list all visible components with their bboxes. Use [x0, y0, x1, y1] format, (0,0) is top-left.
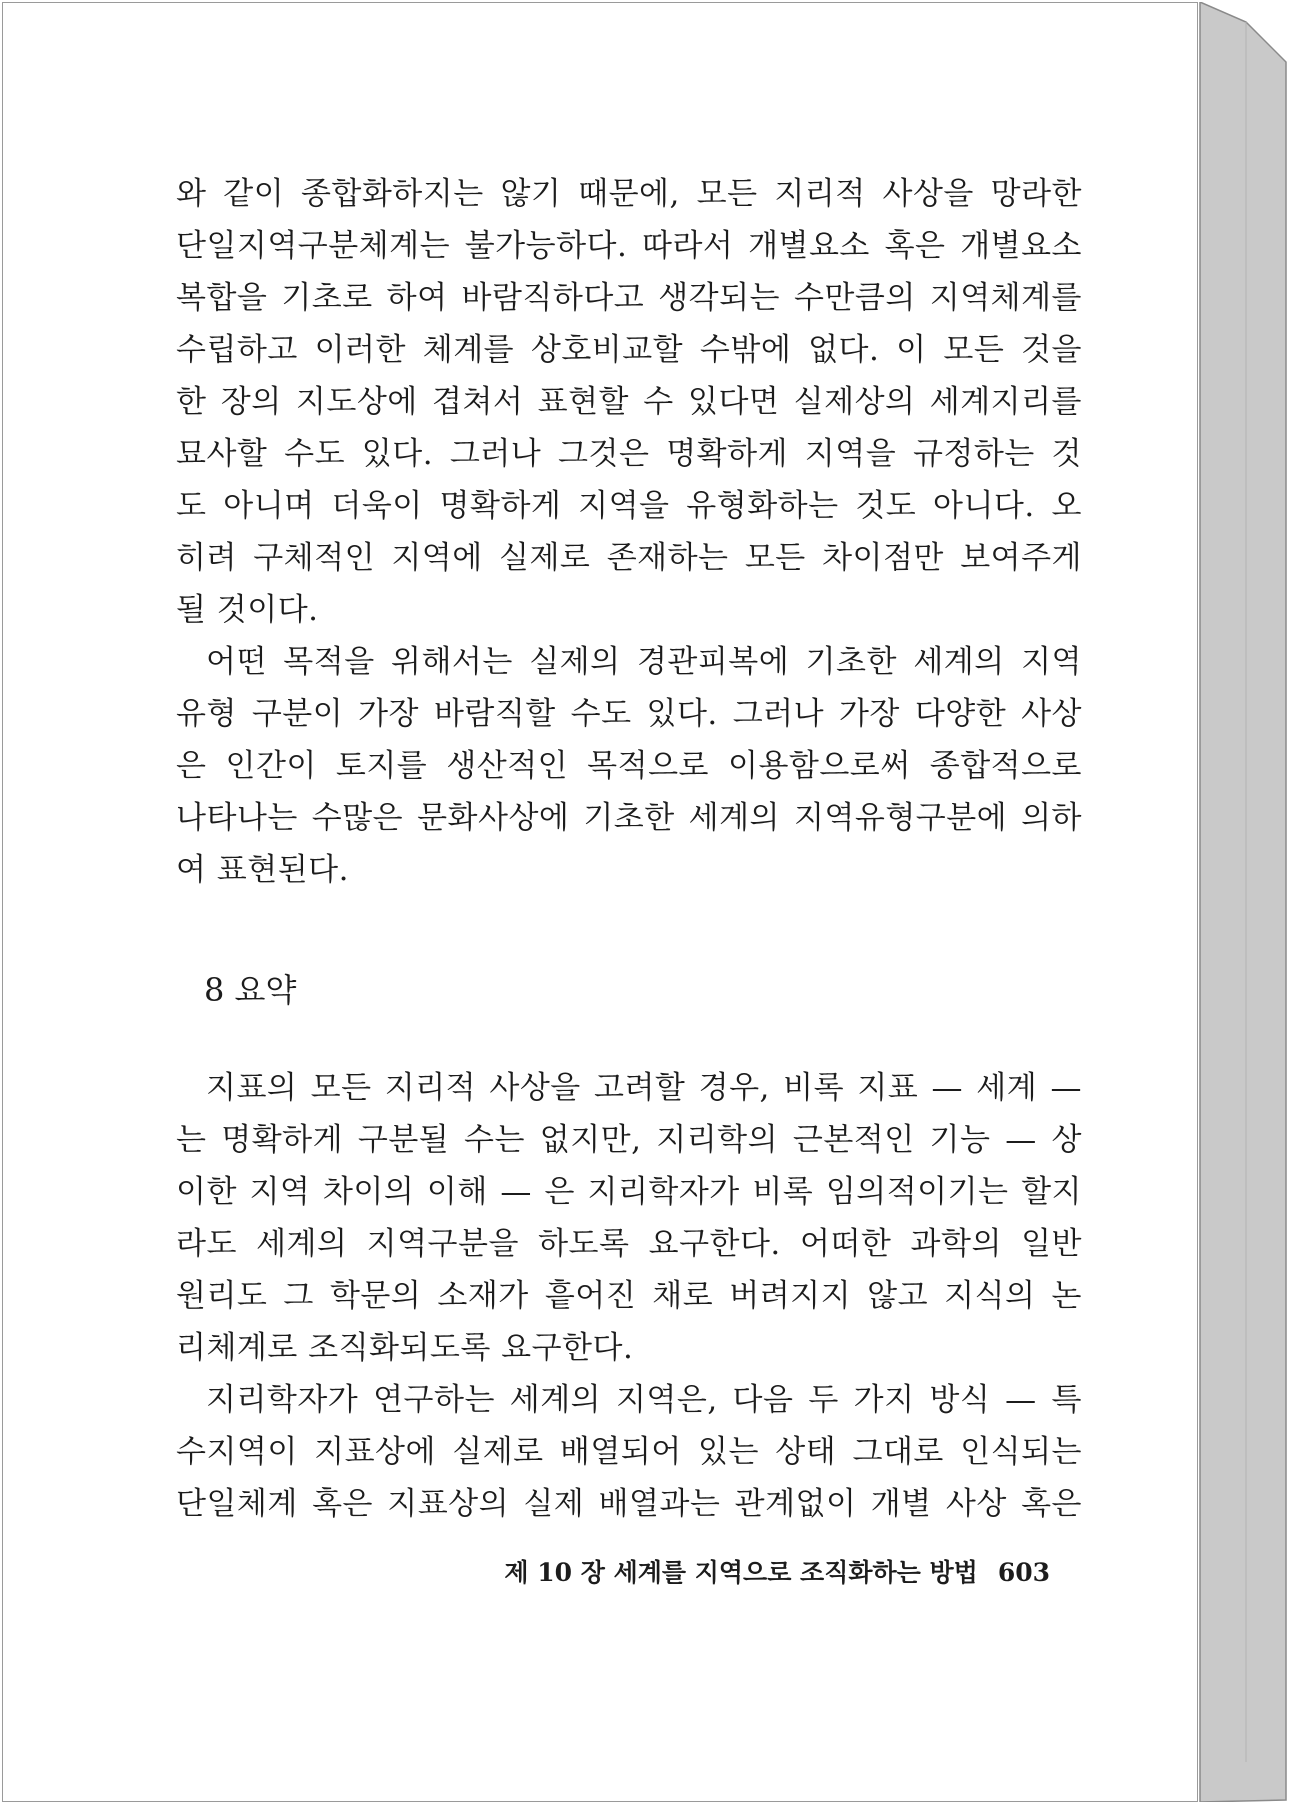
text-line: 수립하고 이러한 체계를 상호비교할 수밖에 없다. 이 모든 것을: [176, 332, 1082, 368]
page-footer: [504, 1556, 1050, 1590]
text-line: 될 것이다.: [176, 592, 319, 628]
text-line: 은 인간이 토지를 생산적인 목적으로 이용함으로써 종합적으로: [176, 748, 1082, 784]
text-line: 원리도 그 학문의 소재가 흩어진 채로 버려지지 않고 지식의 논: [176, 1278, 1082, 1314]
body-text-top: [176, 168, 1082, 896]
text-line: 유형 구분이 가장 바람직할 수도 있다. 그러나 가장 다양한 사상: [176, 696, 1082, 732]
text-line: 이한 지역 차이의 이해 — 은 지리학자가 비록 임의적이기는 할지: [176, 1174, 1082, 1210]
text-line: 단일지역구분체계는 불가능하다. 따라서 개별요소 혹은 개별요소: [176, 228, 1082, 264]
text-line: 라도 세계의 지역구분을 하도록 요구한다. 어떠한 과학의 일반: [176, 1226, 1082, 1262]
text-line: 묘사할 수도 있다. 그러나 그것은 명확하게 지역을 규정하는 것: [176, 436, 1082, 472]
text-line: 단일체계 혹은 지표상의 실제 배열과는 관계없이 개별 사상 혹은: [176, 1486, 1082, 1522]
text-line: 복합을 기초로 하여 바람직하다고 생각되는 수만큼의 지역체계를: [176, 280, 1082, 316]
text-line: 도 아니며 더욱이 명확하게 지역을 유형화하는 것도 아니다. 오: [176, 488, 1082, 524]
section-heading: 8 요약: [204, 971, 297, 1009]
text-line: 어떤 목적을 위해서는 실제의 경관피복에 기초한 세계의 지역: [206, 644, 1082, 680]
text-line: 여 표현된다.: [176, 852, 349, 888]
text-line: 지리학자가 연구하는 세계의 지역은, 다음 두 가지 방식 — 특: [206, 1382, 1082, 1418]
page-number: 603: [997, 1558, 1050, 1587]
text-line: 나타나는 수많은 문화사상에 기초한 세계의 지역유형구분에 의하: [176, 800, 1082, 836]
text-line: 는 명확하게 구분될 수는 없지만, 지리학의 근본적인 기능 — 상: [176, 1122, 1082, 1158]
text-line: 히려 구체적인 지역에 실제로 존재하는 모든 차이점만 보여주게: [176, 540, 1082, 576]
body-text-bottom: [176, 1062, 1082, 1530]
text-line: 리체계로 조직화되도록 요구한다.: [176, 1330, 634, 1366]
text-line: 지표의 모든 지리적 사상을 고려할 경우, 비록 지표 — 세계 —: [206, 1070, 1082, 1106]
text-line: 와 같이 종합화하지는 않기 때문에, 모든 지리적 사상을 망라한: [176, 176, 1082, 212]
text-line: 한 장의 지도상에 겹쳐서 표현할 수 있다면 실제상의 세계지리를: [176, 384, 1082, 420]
chapter-title: 제 10 장 세계를 지역으로 조직화하는 방법: [504, 1558, 978, 1587]
text-line: 수지역이 지표상에 실제로 배열되어 있는 상태 그대로 인식되는: [176, 1434, 1082, 1470]
